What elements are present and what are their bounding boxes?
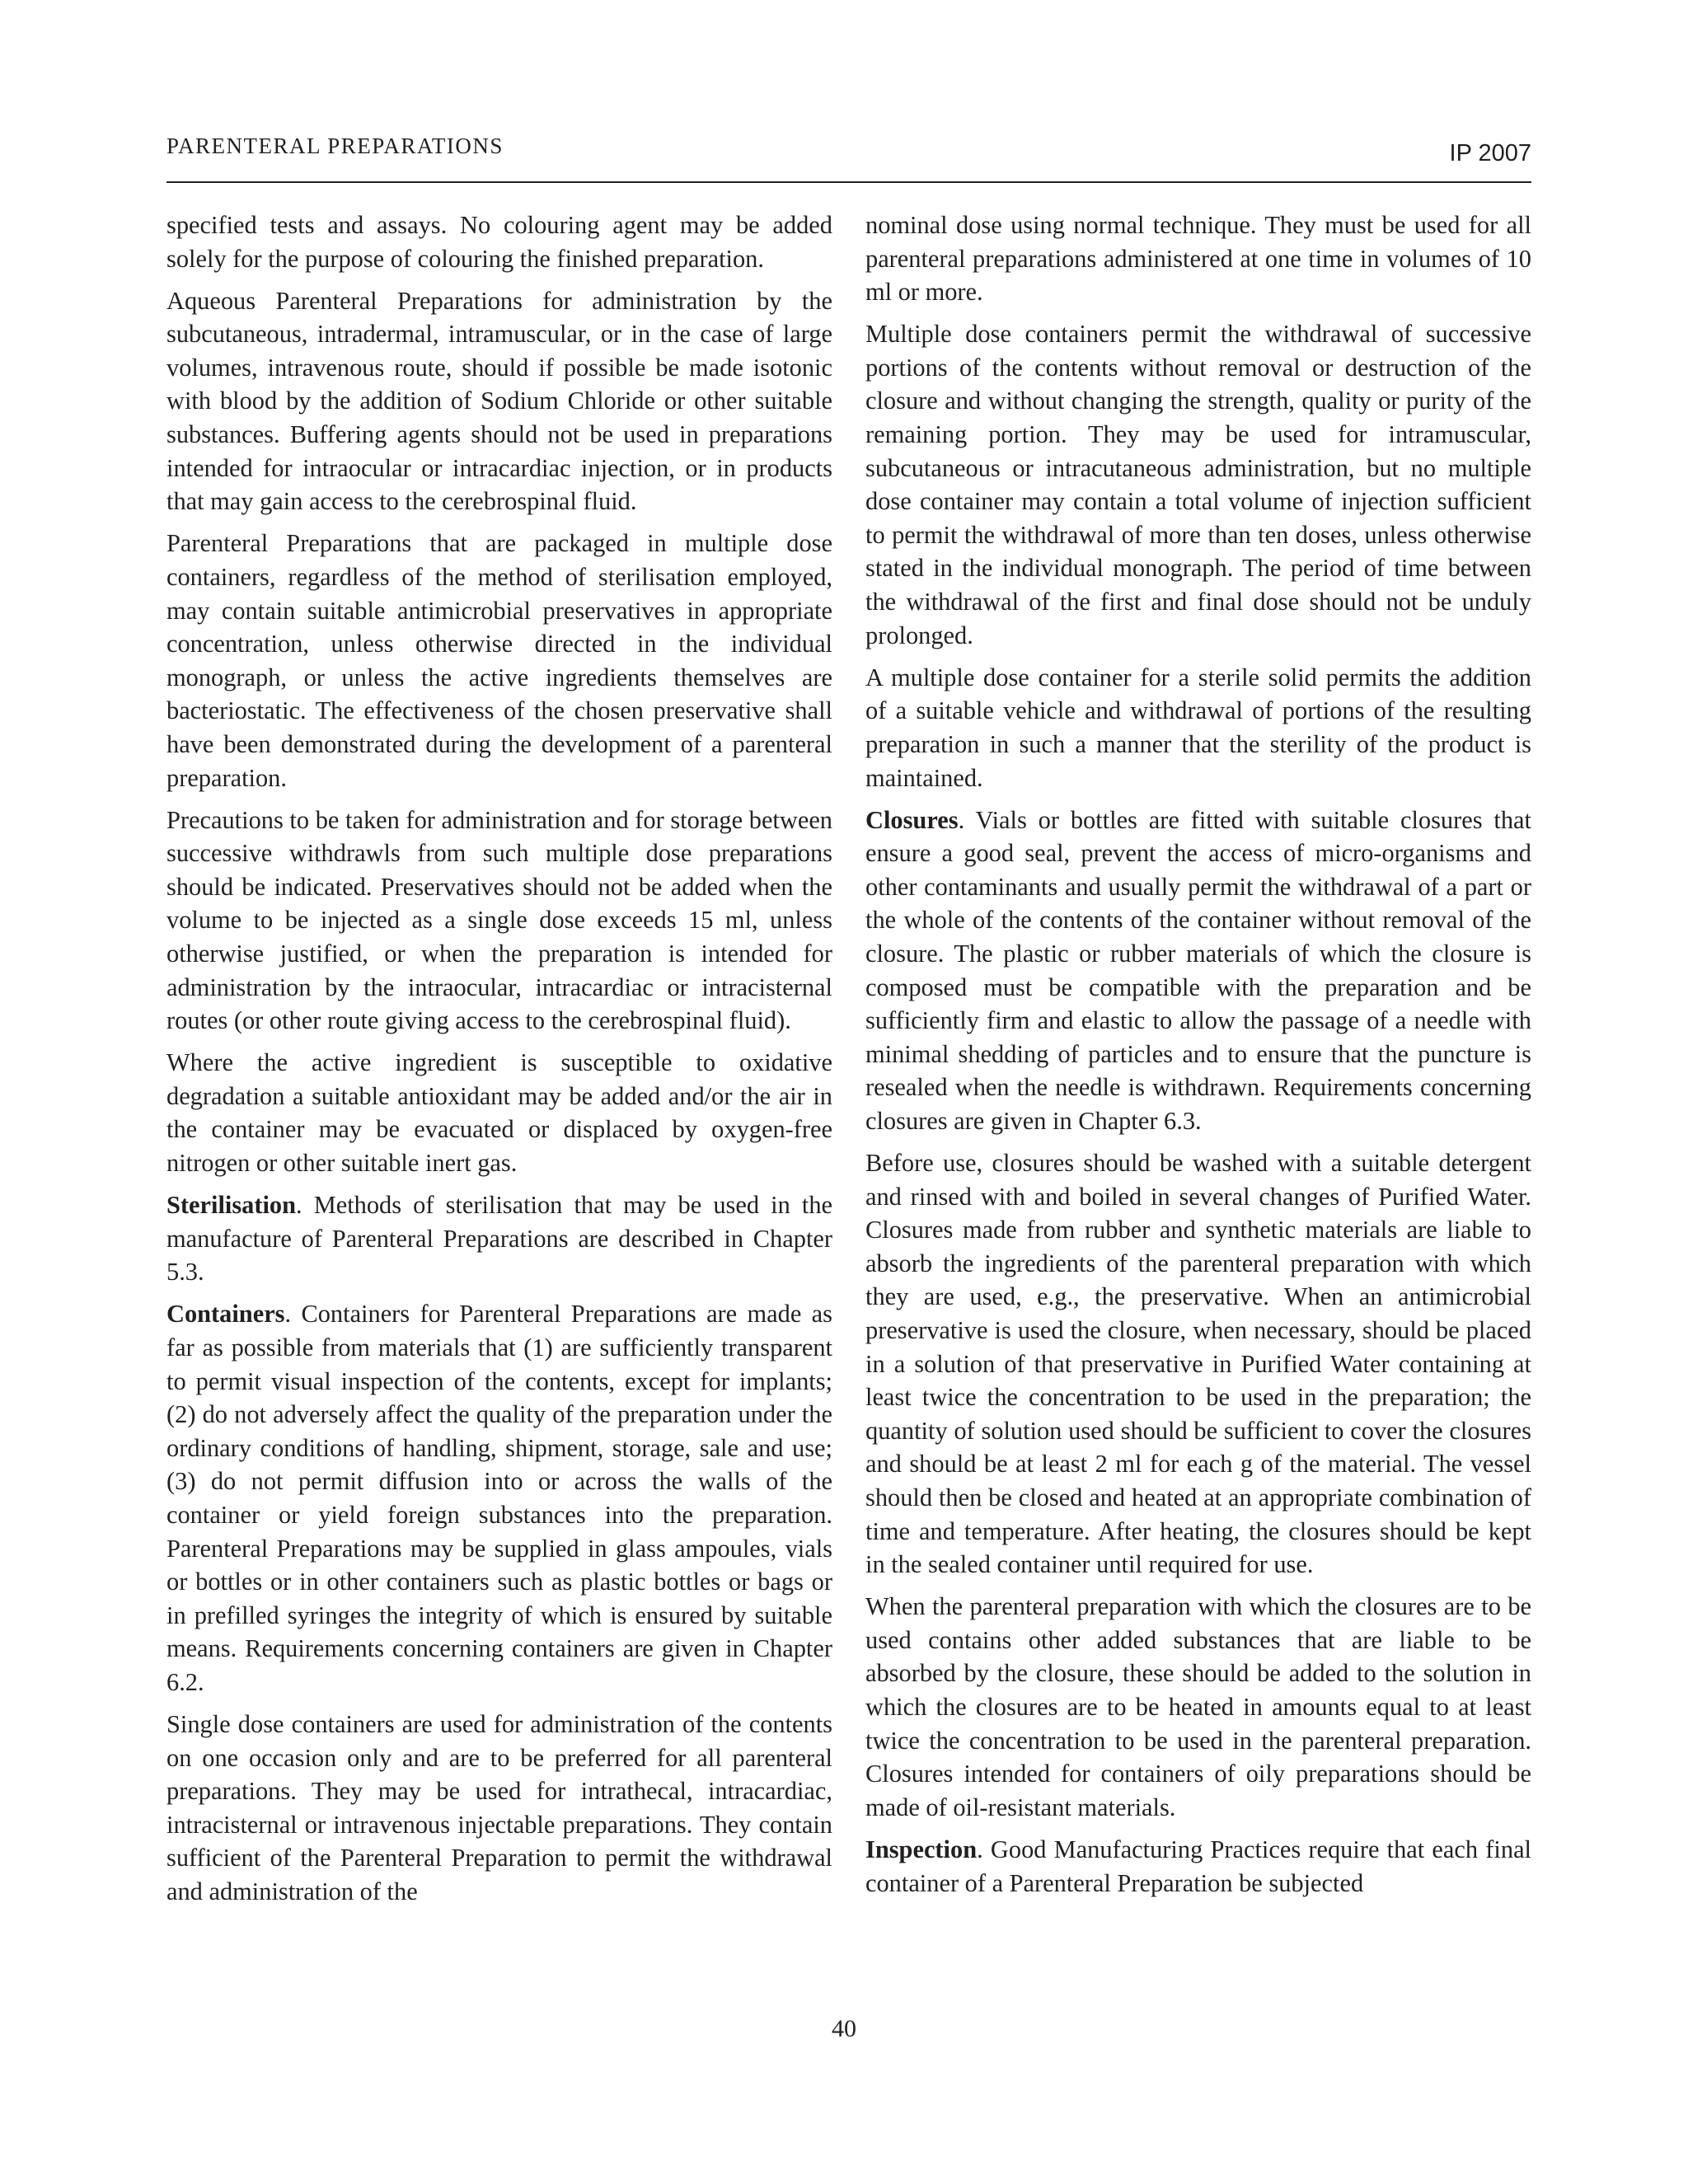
sterilisation-text: . Methods of sterilisation that may be used in the manufacture of Parenteral Preparations are described in Chapter 5.3.	[166, 1191, 832, 1286]
paragraph-inspection	[865, 1833, 1531, 1900]
paragraph-nominal-dose: nominal dose using normal technique. They must be used for all parenteral preparations administered at one time in volumes of 10 ml or more.	[865, 211, 1531, 307]
paragraph-closures	[865, 804, 1531, 1138]
page-header	[166, 134, 1531, 183]
paragraph-aqueous-preparations: Aqueous Parenteral Preparations for administration by the subcutaneous, intradermal, intramuscular, or in the case of large volumes, intravenous route, should if possible be made isotonic with blood by the addition of Sodium Chloride or other suitable substances. Buffering agents should not be used in preparations intended for intraocular or intracardiac injection, or in products that may gain access to the cerebrospinal fluid.	[166, 286, 832, 516]
paragraph-sterile-solid: A multiple dose container for a sterile solid permits the addition of a suitable vehicle and withdrawal of portions of the resulting preparation in such a manner that the sterility of the product is maintained.	[865, 663, 1531, 792]
inspection-text: . Good Manufacturing Practices require that each final container of a Parenteral Preparation be subjected	[865, 1835, 1531, 1897]
paragraph-sterilisation	[166, 1188, 832, 1289]
heading-closures: Closures	[865, 805, 959, 834]
paragraph-single-dose-containers: Single dose containers are used for administration of the contents on one occasion only and are to be preferred for all parenteral preparations. They may be used for intrathecal, intracardiac, intracisternal or intravenous injectable preparations. They contain sufficient of the Parenteral Preparation to permit the withdrawal and administration of the	[166, 1710, 832, 1905]
edition-label: IP 2007	[1449, 140, 1531, 166]
paragraph-specified-tests: specified tests and assays. No colouring agent may be added solely for the purpose of colouring the finished preparation.	[166, 211, 832, 273]
left-column	[166, 209, 832, 1917]
paragraph-oxidative-degradation: Where the active ingredient is susceptible to oxidative degradation a suitable antioxidant may be added and/or the air in the container may be evacuated or displaced by oxygen-free nitrogen or other suitable inert gas.	[166, 1048, 832, 1178]
page-number: 40	[832, 2015, 856, 2042]
paragraph-before-use: Before use, closures should be washed with a suitable detergent and rinsed with and boiled in several changes of Purified Water. Closures made from rubber and synthetic materials are liable to absorb the ingredients of the parenteral preparation with which they are used, e.g., the preservative. When an antimicrobial preservative is used the closure, when necessary, should be placed in a solution of that preservative in Purified Water containing at least twice the concentration to be used in the preparation; the quantity of solution used should be sufficient to cover the closures and should be at least 2 ml for each g of the material. The vessel should then be closed and heated at an appropriate combination of time and temperature. After heating, the closures should be kept in the sealed container until required for use.	[865, 1149, 1531, 1579]
heading-sterilisation: Sterilisation	[166, 1191, 297, 1220]
heading-inspection: Inspection	[865, 1835, 978, 1863]
paragraph-multiple-dose-containers: Multiple dose containers permit the withdrawal of successive portions of the contents without removal or destruction of the closure and without changing the strength, quality or purity of the remaining portion. They may be used for intramuscular, subcutaneous or intracutaneous administration, but no multiple dose container may contain a total volume of injection sufficient to permit the withdrawal of more than ten doses, unless otherwise stated in the individual monograph. The period of time between the withdrawal of the first and final dose should not be unduly prolonged.	[865, 320, 1531, 649]
paragraph-multiple-dose-preservatives: Parenteral Preparations that are packaged in multiple dose containers, regardless of the method of sterilisation employed, may contain suitable antimicrobial preservatives in appropriate concentration, unless otherwise directed in the individual monograph, or unless the active ingredients themselves are bacteriostatic. The effectiveness of the chosen preservative shall have been demonstrated during the development of a parenteral preparation.	[166, 529, 832, 792]
paragraph-added-substances: When the parenteral preparation with which the closures are to be used contains other added substances that are liable to be absorbed by the closure, these should be added to the solution in which the closures are to be heated in amounts equal to at least twice the concentration to be used in the parenteral preparation. Closures intended for containers of oily preparations should be made of oil-resistant materials.	[865, 1592, 1531, 1821]
right-column	[865, 209, 1531, 1909]
paragraph-precautions: Precautions to be taken for administration and for storage between successive withdrawls from such multiple dose preparations should be indicated. Preservatives should not be added when the volume to be injected as a single dose exceeds 15 ml, unless otherwise justified, or when the preparation is intended for administration by the intraocular, intracardiac or intracisternal routes (or other route giving access to the cerebrospinal fluid).	[166, 805, 832, 1035]
paragraph-containers	[166, 1297, 832, 1699]
heading-containers: Containers	[166, 1300, 285, 1329]
containers-text: . Containers for Parenteral Preparations are made as far as possible from materials that (1) are sufficiently transparent to permit visual inspection of the contents, except for implants; (2) do not adversely affect the quality of the preparation under the ordinary conditions of handling, shipment, storage, sale and use; (3) do not permit diffusion into or across the walls of the container or yield foreign substances into the preparation. Parenteral Preparations may be supplied in glass ampoules, vials or bottles or in other containers such as plastic bottles or bags or in prefilled syringes the integrity of which is ensured by suitable means. Requirements concerning containers are given in Chapter 6.2.	[166, 1300, 832, 1696]
closures-text: . Vials or bottles are fitted with suitable closures that ensure a good seal, prevent the access of micro-organisms and other contaminants and usually permit the withdrawal of a part or the whole of the contents of the container without removal of the closure. The plastic or rubber materials of which the closure is composed must be compatible with the preparation and be sufficiently firm and elastic to allow the passage of a needle with minimal shedding of particles and to ensure that the puncture is resealed when the needle is withdrawn. Requirements concerning closures are given in Chapter 6.3.	[865, 805, 1531, 1135]
running-section-title: PARENTERAL PREPARATIONS	[166, 134, 504, 158]
